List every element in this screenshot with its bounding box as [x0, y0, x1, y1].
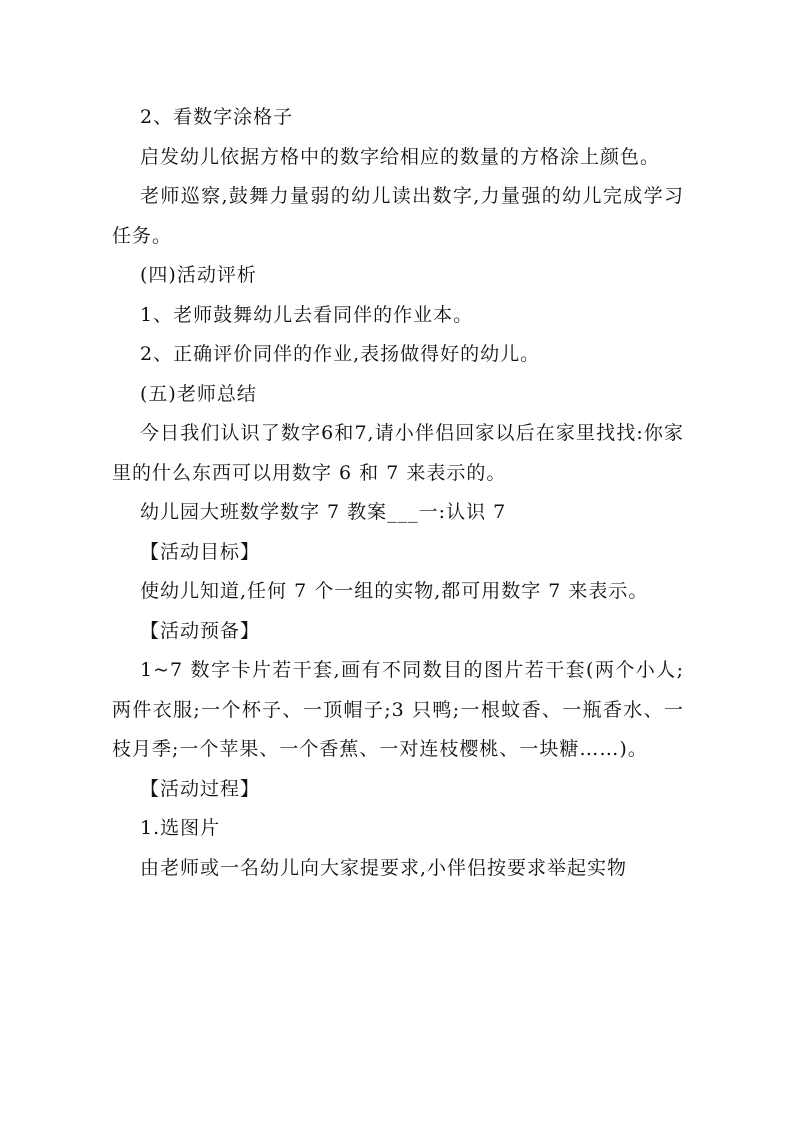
document-subtitle: 幼儿园大班数学数字 7 教案___一:认识 7: [140, 501, 507, 523]
body-paragraph: 1~7 数字卡片若干套,画有不同数目的图片若干套(两个小人;两件衣服;一个杯子、一顶帽子;3 只鸭;一根蚊香、一瓶香水、一枝月季;一个苹果、一个香蕉、一对连枝樱桃、一块糖……)。: [112, 659, 684, 760]
body-paragraph: 由老师或一名幼儿向大家提要求,小伴侣按要求举起实物: [140, 856, 628, 879]
document-body: [112, 98, 684, 888]
section-heading-activity-goals: 【活动目标】: [140, 540, 261, 563]
body-paragraph: 今日我们认识了数字6和7,请小伴侣回家以后在家里找找:你家里的什么东西可以用数字 6 和 7 来表示的。: [112, 422, 684, 484]
section-heading-activity-review: (四)活动评析: [140, 264, 257, 286]
list-item: 1.选图片: [140, 817, 221, 839]
section-heading-activity-preparation: 【活动预备】: [140, 619, 261, 642]
section-heading-activity-process: 【活动过程】: [140, 777, 261, 800]
section-heading-look-numbers-color-grid: 2、看数字涂格子: [140, 106, 294, 128]
list-item: 2、正确评价同伴的作业,表扬做得好的幼儿。: [140, 343, 541, 365]
section-heading-teacher-summary: (五)老师总结: [140, 382, 257, 405]
list-item: 1、老师鼓舞幼儿去看同伴的作业本。: [140, 303, 474, 326]
body-paragraph: 老师巡察,鼓舞力量弱的幼儿读出数字,力量强的幼儿完成学习任务。: [112, 185, 684, 247]
body-paragraph: 启发幼儿依据方格中的数字给相应的数量的方格涂上颜色。: [140, 145, 661, 168]
body-paragraph: 使幼儿知道,任何 7 个一组的实物,都可用数字 7 来表示。: [140, 580, 649, 602]
